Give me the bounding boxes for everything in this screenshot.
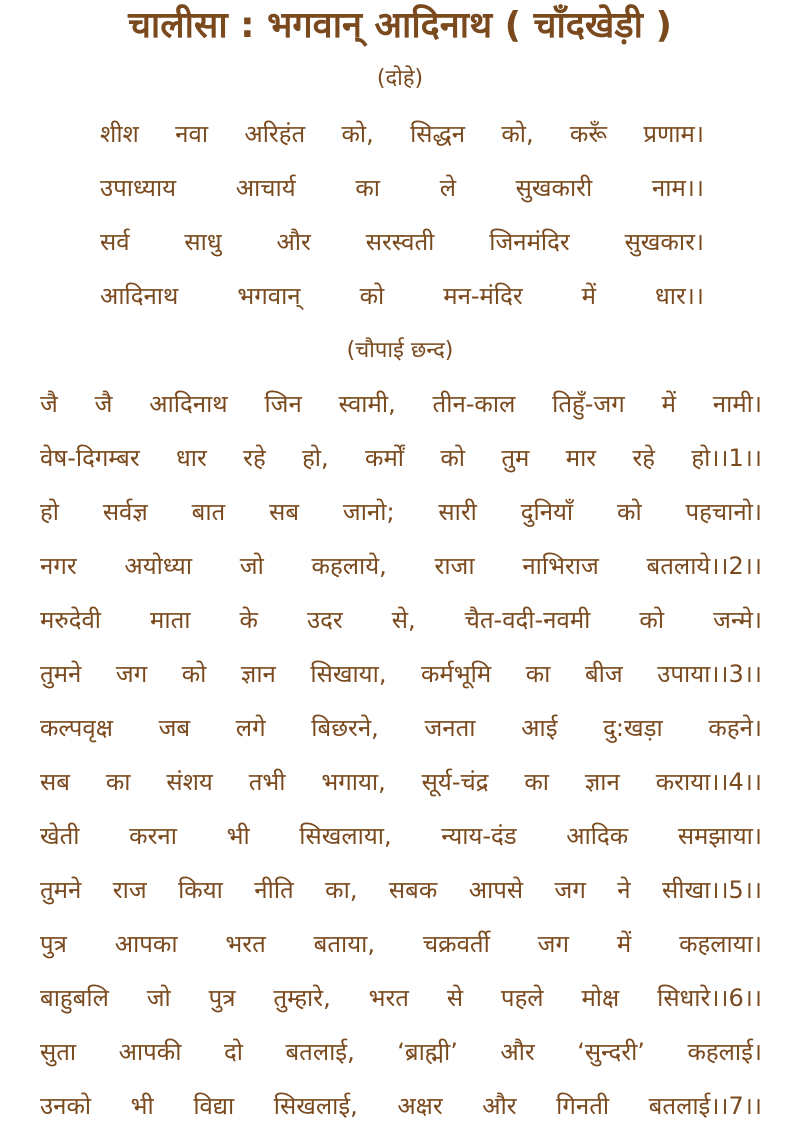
doha-line: सर्व साधु और सरस्वती जिनमंदिर सुखकार।: [100, 228, 704, 256]
chaupai-line: तुमने जग को ज्ञान सिखाया, कर्मभूमि का बीज उपाया।।3।।: [40, 660, 762, 688]
chaupai-line: जै जै आदिनाथ जिन स्वामी, तीन-काल तिहुँ-जग में नामी।: [40, 390, 762, 418]
doha-line: उपाध्याय आचार्य का ले सुखकारी नाम।।: [100, 174, 704, 202]
chaupai-line: वेष-दिगम्बर धार रहे हो, कर्मों को तुम मार रहे हो।।1।।: [40, 444, 762, 472]
chaupai-line: नगर अयोध्या जो कहलाये, राजा नाभिराज बतलाये।।2।।: [40, 552, 762, 580]
chaupai-line: पुत्र आपका भरत बताया, चक्रवर्ती जग में कहलाया।: [40, 930, 762, 958]
chaupai-line: हो सर्वज्ञ बात सब जानो; सारी दुनियाँ को पहचानो।: [40, 498, 762, 526]
chaupai-line: खेती करना भी सिखलाया, न्याय-दंड आदिक समझाया।: [40, 822, 762, 850]
doha-heading: (दोहे): [376, 66, 424, 91]
chaupai-line: कल्पवृक्ष जब लगे बिछरने, जनता आई दु:खड़ा कहने।: [40, 714, 762, 742]
chaupai-heading: (चौपाई छन्द): [346, 338, 454, 363]
doha-line: शीश नवा अरिहंत को, सिद्धन को, करूँ प्रणाम।: [100, 120, 704, 148]
chaupai-line: उनको भी विद्या सिखलाई, अक्षर और गिनती बतलाई।।7।।: [40, 1092, 762, 1120]
chaupai-line: बाहुबलि जो पुत्र तुम्हारे, भरत से पहले मोक्ष सिधारे।।6।।: [40, 984, 762, 1012]
doha-line: आदिनाथ भगवान् को मन-मंदिर में धार।।: [100, 282, 704, 310]
chaupai-line: सुता आपकी दो बतलाई, ‘ब्राह्मी’ और ‘सुन्दरी’ कहलाई।: [40, 1038, 762, 1066]
chaupai-line: तुमने राज किया नीति का, सबक आपसे जग ने सीखा।।5।।: [40, 876, 762, 904]
chaupai-line: सब का संशय तभी भगाया, सूर्य-चंद्र का ज्ञान कराया।।4।।: [40, 768, 762, 796]
chaupai-line: मरुदेवी माता के उदर से, चैत-वदी-नवमी को जन्मे।: [40, 606, 762, 634]
page-title: चालीसा : भगवान् आदिनाथ ( चाँदखेड़ी ): [128, 5, 672, 46]
